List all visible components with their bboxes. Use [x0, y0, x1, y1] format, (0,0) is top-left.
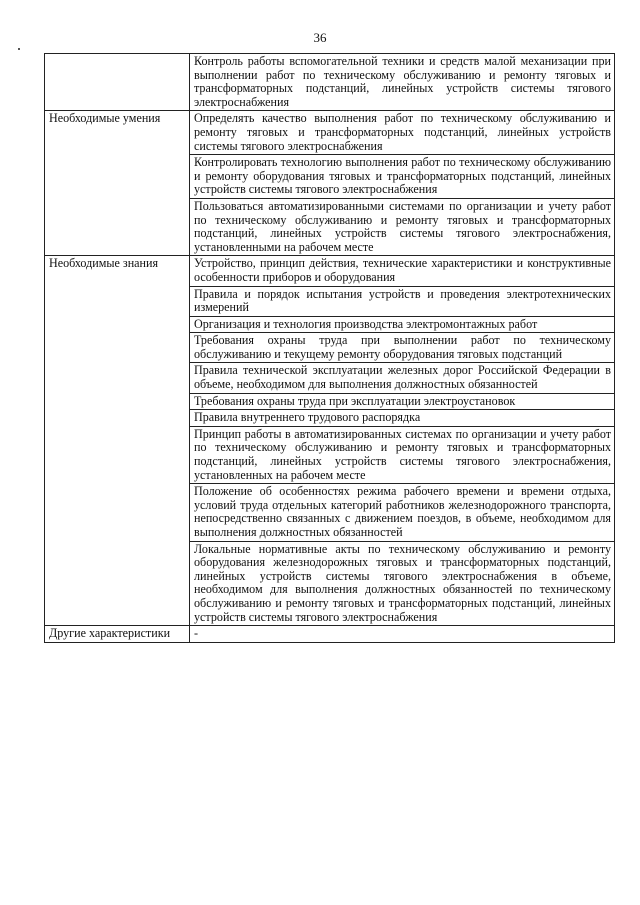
row-item: Требования охраны труда при выполнении работ по техническому обслуживанию и текущему ремонту оборудования тяговых подстанций	[190, 333, 615, 363]
row-item: Организация и технология производства электромонтажных работ	[190, 316, 615, 333]
row-item: Правила технической эксплуатации железных дорог Российской Федерации в объеме, необходимом для выполнения должностных обязанностей	[190, 363, 615, 393]
table-row	[45, 626, 615, 643]
row-item: Пользоваться автоматизированными системами по организации и учету работ по техническому обслуживанию и ремонту тяговых и трансформаторных подстанций, линейных устройств системы тягового электроснабжения, установленными на рабочем месте	[190, 198, 615, 255]
table-row	[45, 54, 615, 111]
row-item: Принцип работы в автоматизированных системах по организации и учету работ по техническому обслуживанию и ремонту тяговых и трансформаторных подстанций, линейных устройств системы тягового электроснабжения, установленных на рабочем месте	[190, 426, 615, 483]
row-item: Правила внутреннего трудового распорядка	[190, 410, 615, 427]
row-label: Другие характеристики	[45, 626, 190, 643]
table-row	[45, 111, 615, 155]
row-label: Необходимые умения	[45, 111, 190, 256]
qualification-table	[44, 53, 615, 643]
row-item: Контроль работы вспомогательной техники и средств малой механизации при выполнении работ по техническому обслуживанию и ремонту тяговых и трансформаторных подстанций, линейных устройств системы тягового электроснабжения	[190, 54, 615, 111]
row-item: Требования охраны труда при эксплуатации электроустановок	[190, 393, 615, 410]
qualification-table-body	[45, 54, 615, 643]
row-item: Контролировать технологию выполнения работ по техническому обслуживанию и ремонту оборудования тяговых и трансформаторных подстанций, линейных устройств системы тягового электроснабжения	[190, 155, 615, 199]
row-item: -	[190, 626, 615, 643]
row-label	[45, 54, 190, 111]
page-number: 36	[313, 30, 327, 45]
row-item: Локальные нормативные акты по техническому обслуживанию и ремонту оборудования железнодорожных тяговых и трансформаторных подстанций, линейных устройств системы тягового электроснабжения в объеме, необходимом для выполнения должностных обязанностей по техническому обслуживанию и ремонту тяговых и трансформаторных подстанций, линейных устройств системы тягового электроснабжения	[190, 541, 615, 626]
scan-mark	[18, 48, 20, 50]
table-row	[45, 256, 615, 286]
row-item: Правила и порядок испытания устройств и проведения электротехнических измерений	[190, 286, 615, 316]
row-item: Устройство, принцип действия, технические характеристики и конструктивные особенности приборов и оборудования	[190, 256, 615, 286]
row-item: Положение об особенностях режима рабочего времени и времени отдыха, условий труда отдельных категорий работников железнодорожного транспорта, непосредственно связанных с движением поездов, в объеме, необходимом для выполнения должностных обязанностей	[190, 484, 615, 541]
row-item: Определять качество выполнения работ по техническому обслуживанию и ремонту тяговых и трансформаторных подстанций, линейных устройств системы тягового электроснабжения	[190, 111, 615, 155]
row-label: Необходимые знания	[45, 256, 190, 626]
